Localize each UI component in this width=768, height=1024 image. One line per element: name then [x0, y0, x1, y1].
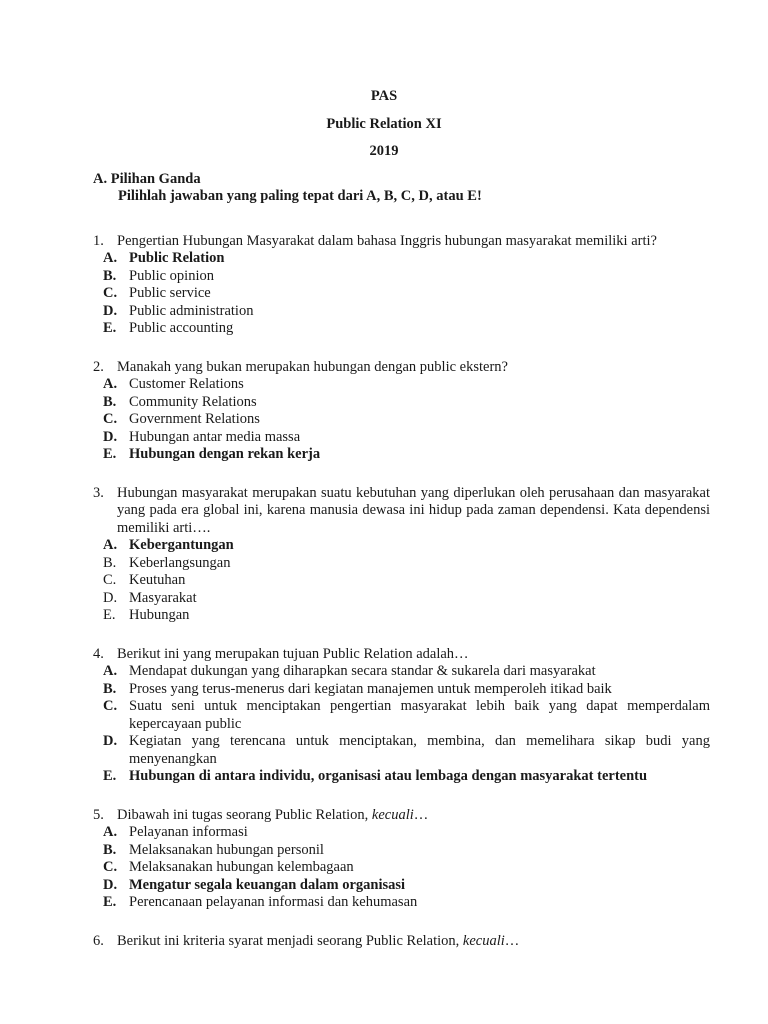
question — [93, 359, 710, 464]
question-number: 3. — [93, 484, 104, 501]
question-number: 5. — [93, 806, 104, 823]
option-letter: B. — [103, 267, 117, 284]
option-letter: B. — [103, 393, 117, 410]
option-text: Melaksanakan hubungan personil — [129, 841, 324, 858]
option-text: Hubungan di antara individu, organisasi atau lembaga dengan masyarakat tertentu — [129, 768, 648, 784]
option-row — [103, 877, 710, 895]
option-row — [103, 555, 710, 573]
question — [93, 646, 710, 786]
question-number: 1. — [93, 232, 104, 249]
option-letter: A. — [103, 824, 118, 840]
question — [93, 485, 710, 625]
option-row — [103, 590, 710, 608]
option-row — [103, 572, 710, 590]
option-row — [103, 320, 710, 338]
option-letter: B. — [103, 680, 117, 697]
option-text: Public accounting — [129, 320, 234, 336]
question-text-italic: kecuali — [371, 806, 414, 823]
section-instruction: Pilihlah jawaban yang paling tepat dari A, B, C, D, atau E! — [118, 188, 482, 204]
option-letter: A. — [103, 663, 118, 679]
question-number: 6. — [93, 932, 104, 949]
question-text-italic: kecuali — [462, 932, 505, 949]
option-text: Pelayanan informasi — [129, 824, 248, 840]
option-row — [103, 268, 710, 286]
option-text: Kegiatan yang terencana untuk menciptakan, membina, dan memelihara sikap budi yang menyenangkan — [129, 733, 710, 767]
question-text — [117, 485, 710, 538]
option-row — [103, 768, 710, 786]
question-text-after: … — [504, 932, 520, 949]
option-letter: A. — [103, 250, 118, 266]
document-subject: Public Relation XI — [326, 115, 442, 132]
document-title-block — [58, 88, 710, 161]
question-text-after: … — [413, 806, 429, 823]
option-row — [103, 733, 710, 768]
question-text-main: Berikut ini yang merupakan tujuan Public Relation adalah… — [117, 645, 469, 662]
section-heading-block — [93, 171, 710, 206]
option-text: Hubungan dengan rekan kerja — [129, 446, 321, 462]
option-text: Mengatur segala keuangan dalam organisasi — [129, 876, 406, 893]
option-row — [103, 859, 710, 877]
option-text: Melaksanakan hubungan kelembagaan — [129, 859, 354, 875]
option-letter: C. — [103, 698, 118, 714]
question-text — [117, 807, 710, 825]
question-text-main: Hubungan masyarakat merupakan suatu kebutuhan yang diperlukan oleh perusahaan dan masyarakat yang pada era global ini, karena manusia dewasa ini hidup pada zaman dependensi. Kata dependensi memiliki arti…. — [117, 484, 710, 536]
option-row — [103, 285, 710, 303]
option-row — [103, 394, 710, 412]
option-text: Customer Relations — [129, 376, 244, 392]
options — [103, 663, 710, 786]
options — [103, 537, 710, 625]
option-row — [103, 376, 710, 394]
option-text: Community Relations — [129, 393, 257, 410]
option-letter: A. — [103, 376, 118, 392]
question-text — [117, 233, 710, 251]
option-letter: C. — [103, 285, 118, 301]
question — [93, 807, 710, 912]
option-letter: D. — [103, 428, 118, 445]
option-row — [103, 429, 710, 447]
question-text-main: Manakah yang bukan merupakan hubungan dengan public ekstern? — [117, 358, 508, 375]
question-number: 4. — [93, 645, 104, 662]
option-letter: E. — [103, 320, 117, 336]
option-row — [103, 663, 710, 681]
option-text: Keutuhan — [129, 572, 186, 588]
question-text — [117, 933, 710, 951]
option-row — [103, 537, 710, 555]
option-text: Mendapat dukungan yang diharapkan secara standar & sukarela dari masyarakat — [129, 663, 596, 679]
option-letter: E. — [103, 894, 117, 910]
option-letter: A. — [103, 537, 118, 553]
option-letter: B. — [103, 554, 117, 571]
option-row — [103, 894, 710, 912]
options — [103, 250, 710, 338]
question-text-main: Berikut ini kriteria syarat menjadi seorang Public Relation, — [117, 932, 463, 949]
questions — [93, 233, 710, 951]
options — [103, 824, 710, 912]
question-text-main: Pengertian Hubungan Masyarakat dalam bahasa Inggris hubungan masyarakat memiliki arti? — [117, 232, 657, 249]
option-letter: E. — [103, 607, 116, 623]
question — [93, 933, 710, 951]
document-year: 2019 — [369, 143, 399, 159]
option-row — [103, 411, 710, 429]
question-text — [117, 646, 710, 664]
option-row — [103, 698, 710, 733]
option-letter: C. — [103, 859, 118, 875]
option-row — [103, 681, 710, 699]
option-text: Proses yang terus-menerus dari kegiatan manajemen untuk memperoleh itikad baik — [129, 680, 612, 697]
option-row — [103, 303, 710, 321]
option-text: Perencanaan pelayanan informasi dan kehumasan — [129, 894, 418, 910]
option-letter: B. — [103, 841, 117, 858]
question-number: 2. — [93, 358, 104, 375]
option-letter: D. — [103, 876, 118, 893]
option-text: Masyarakat — [129, 589, 197, 606]
option-row — [103, 824, 710, 842]
document-title: PAS — [370, 88, 398, 104]
option-text: Hubungan antar media massa — [129, 428, 301, 445]
option-letter: C. — [103, 411, 118, 427]
option-text: Kebergantungan — [129, 537, 234, 553]
section-label: A. Pilihan Ganda — [93, 170, 201, 187]
option-text: Keberlangsungan — [129, 554, 231, 571]
option-letter: C. — [103, 572, 117, 588]
option-letter: D. — [103, 302, 118, 319]
option-text: Hubungan — [129, 607, 190, 623]
option-row — [103, 250, 710, 268]
options — [103, 376, 710, 464]
option-text: Public Relation — [129, 250, 225, 266]
option-text: Suatu seni untuk menciptakan pengertian masyarakat lebih baik yang dapat memperdalam kepercayaan public — [129, 698, 710, 732]
option-text: Public service — [129, 285, 211, 301]
option-letter: D. — [103, 589, 118, 606]
option-letter: E. — [103, 446, 117, 462]
question — [93, 233, 710, 338]
option-text: Public administration — [129, 302, 254, 319]
option-letter: D. — [103, 733, 118, 749]
question-text — [117, 359, 710, 377]
question-text-main: Dibawah ini tugas seorang Public Relation, — [117, 806, 372, 823]
option-text: Government Relations — [129, 411, 260, 427]
option-row — [103, 842, 710, 860]
option-row — [103, 607, 710, 625]
option-letter: E. — [103, 768, 117, 784]
option-row — [103, 446, 710, 464]
option-text: Public opinion — [129, 267, 214, 284]
